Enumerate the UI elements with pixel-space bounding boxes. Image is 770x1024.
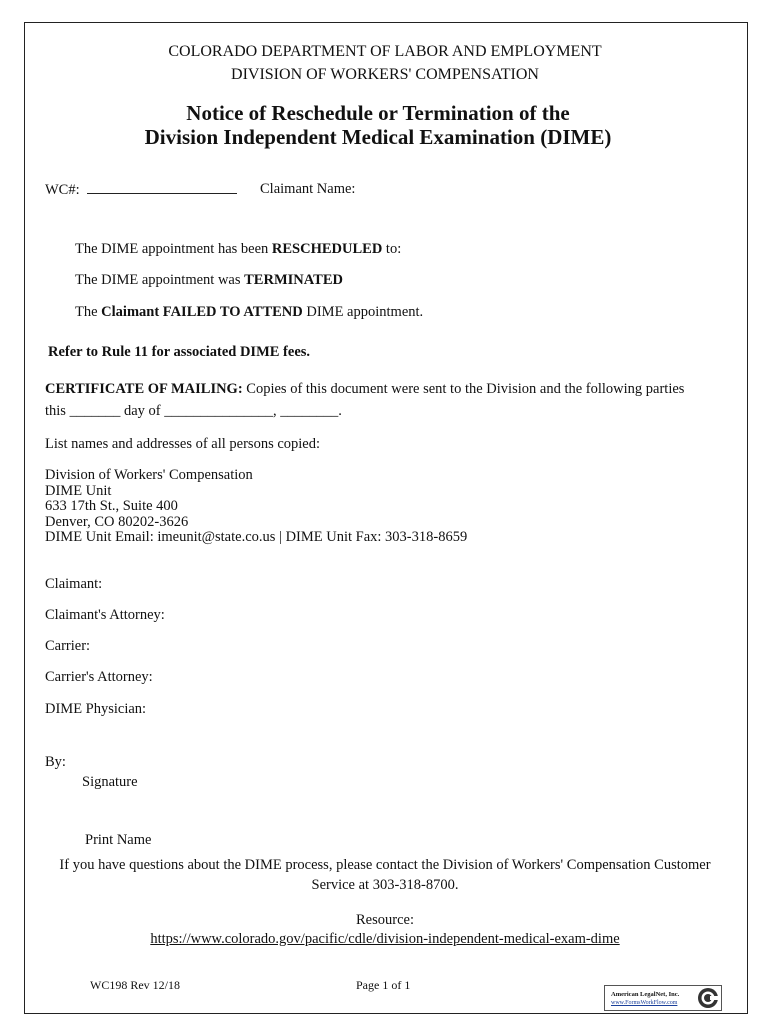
certificate-date-line: this _______ day of _______________, ________. xyxy=(45,403,342,419)
signature-label: Signature xyxy=(82,774,138,790)
carrier-label: Carrier: xyxy=(45,638,91,654)
wc-number-input[interactable] xyxy=(87,181,237,194)
division-address xyxy=(45,468,467,546)
agency-header: COLORADO DEPARTMENT OF LABOR AND EMPLOYMENT xyxy=(168,43,602,60)
rescheduled-text: The DIME appointment has been xyxy=(75,241,272,257)
failed-to-attend-option[interactable] xyxy=(75,304,423,321)
rescheduled-bold: RESCHEDULED xyxy=(271,241,383,257)
page-number: Page 1 of 1 xyxy=(356,978,411,992)
american-legalnet-logo xyxy=(604,985,722,1011)
claimant-attorney-label: Claimant's Attorney: xyxy=(45,607,165,623)
contact-text-line1: If you have questions about the DIME process, please contact the Division of Workers' Compensation Customer xyxy=(59,857,711,873)
address-line: Division of Workers' Compensation xyxy=(45,467,253,483)
rescheduled-option[interactable] xyxy=(75,241,401,258)
address-line: DIME Unit xyxy=(45,482,112,499)
print-name-label: Print Name xyxy=(85,832,152,848)
address-line: 633 17th St., Suite 400 xyxy=(45,498,178,514)
terminated-bold: TERMINATED xyxy=(244,272,343,288)
claimant-name-label: Claimant Name: xyxy=(260,181,356,197)
resource-link[interactable]: https://www.colorado.gov/pacific/cdle/division-independent-medical-exam-dime xyxy=(150,931,620,947)
logo-url: www.FormsWorkFlow.com xyxy=(611,1000,678,1006)
claimant-label: Claimant: xyxy=(45,576,103,592)
legalnet-icon xyxy=(697,987,719,1009)
list-instruction: List names and addresses of all persons copied: xyxy=(45,436,321,452)
contact-text-line2: Service at 303-318-8700. xyxy=(311,877,459,893)
failed-suffix: DIME appointment. xyxy=(302,304,424,320)
certificate-of-mailing xyxy=(45,381,684,398)
terminated-text: The DIME appointment was xyxy=(75,272,245,288)
form-title-line1: Notice of Reschedule or Termination of the xyxy=(186,101,570,125)
certificate-heading: CERTIFICATE OF MAILING: xyxy=(45,381,243,397)
wc-number-label: WC#: xyxy=(45,182,80,198)
form-id: WC198 Rev 12/18 xyxy=(90,978,180,992)
logo-name: American LegalNet, Inc. xyxy=(611,991,680,998)
failed-bold: Claimant FAILED TO ATTEND xyxy=(101,304,303,320)
division-header: DIVISION OF WORKERS' COMPENSATION xyxy=(231,66,539,83)
form-title-line2: Division Independent Medical Examination (DIME) xyxy=(144,125,612,149)
certificate-text: Copies of this document were sent to the Division and the following parties xyxy=(242,381,685,397)
dime-physician-label: DIME Physician: xyxy=(45,701,147,717)
rule-11-note: Refer to Rule 11 for associated DIME fees. xyxy=(48,344,311,360)
address-line: Denver, CO 80202-3626 xyxy=(45,513,189,530)
failed-text: The xyxy=(75,304,102,320)
carrier-attorney-label: Carrier's Attorney: xyxy=(45,669,153,685)
address-line: DIME Unit Email: imeunit@state.co.us | DIME Unit Fax: 303-318-8659 xyxy=(45,529,468,545)
by-label: By: xyxy=(45,754,66,770)
rescheduled-suffix: to: xyxy=(382,241,402,257)
resource-label: Resource: xyxy=(356,912,414,928)
terminated-option[interactable] xyxy=(75,272,343,289)
wc-number-field xyxy=(45,181,237,199)
